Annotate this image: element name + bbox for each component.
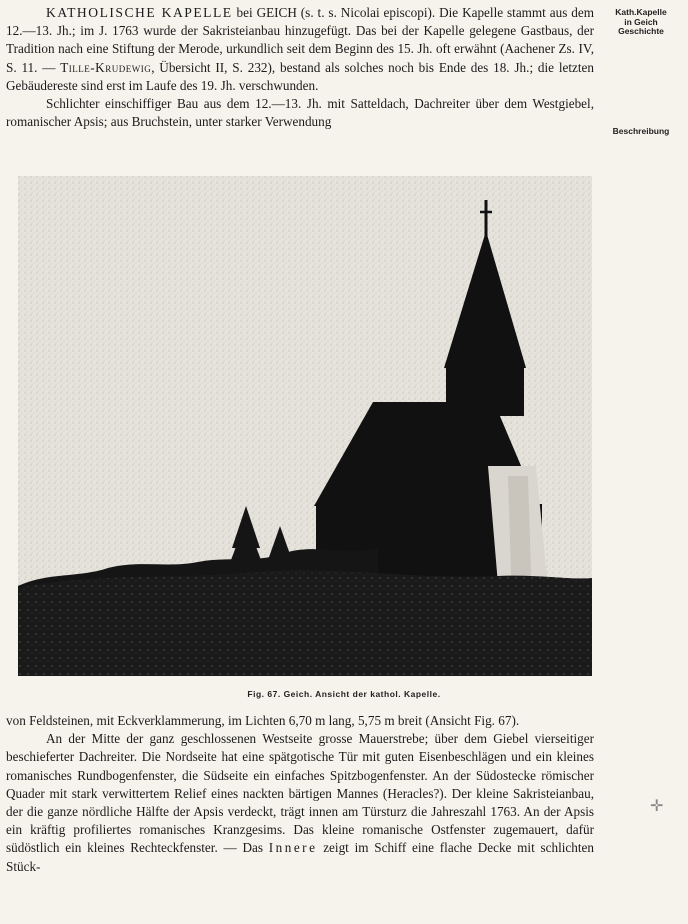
history-paragraph [6, 4, 594, 95]
chapel-photograph [18, 176, 592, 676]
margin-note-geschichte [596, 8, 686, 37]
margin-note-line: Kath.Kapelle [615, 7, 667, 17]
intro-text-block [6, 4, 594, 131]
interior-heading: Innere [268, 840, 318, 856]
chapel-silhouette-illustration [18, 176, 592, 676]
description-paragraph: Schlichter einschiffiger Bau aus dem 12.—13. Jh. mit Satteldach, Dachreiter über dem Westgiebel, romanischer Apsis; aus Bruchstein, unter starker Verwendung [6, 96, 594, 130]
dimensions-paragraph: von Feldsteinen, mit Eckverklammerung, im Lichten 6,70 m lang, 5,75 m breit (Ansicht Fig. 67). [6, 713, 520, 728]
details-text: An der Mitte der ganz geschlossenen Westseite grosse Mauerstrebe; über dem Giebel vierseitiger beschieferter Dachreiter. Die Nordseite hat eine spätgotische Tür mit guten Eisenbeschlägen und ein kleines romanisches Rundbogenfenster, die Südseite ein einfaches Spitzbogenfenster. An der Südostecke römischer Quader mit stark verwittertem Relief eines nackten bärtigen Mannes (Heracles?). Der kleine Sakristeianbau, der die ganze nördliche Hälfte der Apsis verdeckt, trägt innen am Türsturz die Jahreszahl 1763. An der Apsis ein kräftig profiliertes romanisches Kranzgesims. Das kleine romanische Ostfenster zugemauert, dafür südöstlich ein kleines Rechteckfenster. — Das [6, 731, 594, 856]
margin-note-line: in Geich [624, 16, 658, 27]
section-title: KATHOLISCHE KAPELLE [46, 5, 233, 20]
author-names: Tille-Krudewig [60, 59, 152, 75]
margin-note-beschreibung: Beschreibung [612, 126, 670, 136]
figure-caption: Fig. 67. Geich. Ansicht der kathol. Kapelle. [247, 689, 441, 699]
registration-mark-icon: ✛ [650, 798, 664, 815]
body-text-block [6, 712, 594, 876]
details-text-tail: zeigt im Schiff eine flache Decke mit schlichten Stück- [6, 840, 594, 874]
details-paragraph [6, 730, 594, 876]
margin-note-line: Geschichte [618, 26, 664, 36]
history-text: bei GEICH (s. t. s. Nicolai episcopi). Die Kapelle stammt aus dem 12.—13. Jh.; im J. 1763 wurde der Sakristeianbau hinzugefügt. Das bei der Kapelle gelegene Gastbaus, der Tradition nach eine Stiftung der Merode, urkundlich seit dem Beginn des 15. Jh. oft erwähnt (Aachener Zs. IV, S. 11. — [6, 5, 594, 75]
history-text-tail: , Übersicht II, S. 232), bestand als solches noch bis Ende des 18. Jh.; die letzten Gebäudereste sind erst im Laufe des 19. Jh. verschwunden. [6, 59, 594, 93]
